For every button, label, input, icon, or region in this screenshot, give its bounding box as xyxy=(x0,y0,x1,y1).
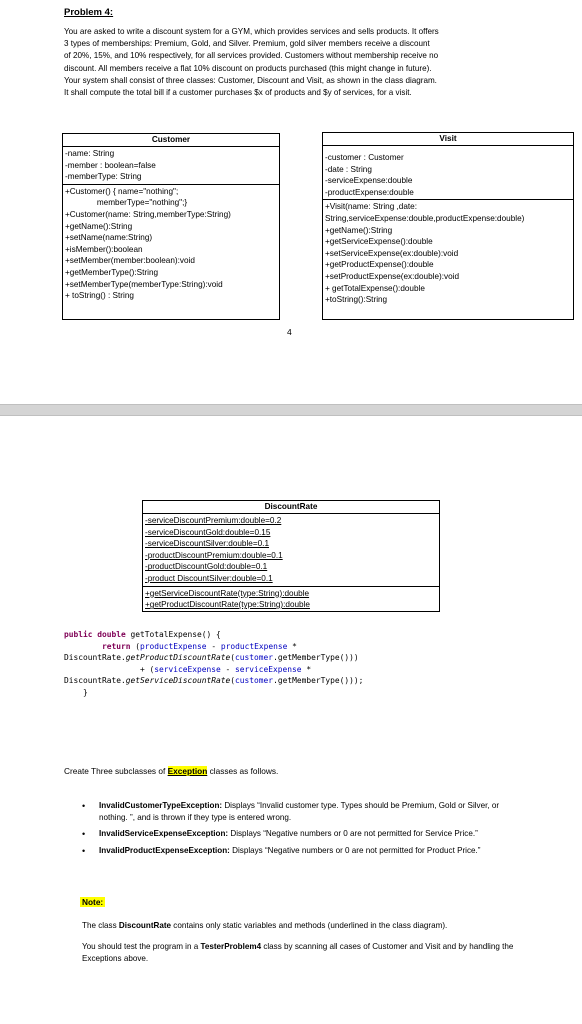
customer-method: + toString() : String xyxy=(65,291,134,301)
discountrate-attributes xyxy=(143,514,439,586)
code-line xyxy=(64,629,363,641)
note-text: contains only static variables and methods (underlined in the class diagram). xyxy=(171,921,448,930)
exceptions-intro-text: Create Three subclasses of xyxy=(64,766,168,776)
code-field: productExpense xyxy=(220,641,288,651)
customer-method: +setName(name:String) xyxy=(65,233,153,243)
visit-method: +getProductExpense():double xyxy=(325,260,434,270)
visit-class-box xyxy=(322,132,574,320)
page-number: 4 xyxy=(287,327,292,337)
note-bold: TesterProblem4 xyxy=(200,942,262,951)
customer-method: +Customer(name: String,memberType:String) xyxy=(65,209,231,219)
code-method: getProductDiscountRate xyxy=(125,653,231,663)
discountrate-method: +getServiceDiscountRate(type:String):double xyxy=(145,588,310,598)
bullet-icon: • xyxy=(82,829,86,840)
note-text: class by scanning all cases of Customer and Visit and by handling the Exceptions above. xyxy=(82,942,514,964)
code-field: productExpense xyxy=(140,641,207,651)
document-page-1 xyxy=(0,0,582,404)
customer-attributes xyxy=(63,147,279,184)
visit-attribute: -serviceExpense:double xyxy=(325,176,413,186)
list-item xyxy=(82,845,522,857)
bullet-icon: • xyxy=(82,845,86,856)
code-text: ( xyxy=(130,641,141,651)
bullet-icon: • xyxy=(82,801,86,811)
customer-method: +getName():String xyxy=(65,221,133,231)
code-keyword: public double xyxy=(64,630,126,639)
code-text: DiscountRate. xyxy=(64,676,126,686)
customer-attribute: -member : boolean=false xyxy=(65,160,156,170)
exception-description: Displays “Negative numbers or 0 are not permitted for Service Price.” xyxy=(228,829,478,839)
visit-methods xyxy=(323,199,573,306)
code-line xyxy=(64,664,363,676)
customer-method: +getMemberType():String xyxy=(65,267,159,277)
code-line xyxy=(64,652,363,664)
customer-class-name: Customer xyxy=(63,134,279,147)
customer-method: +setMemberType(memberType:String):void xyxy=(65,279,223,289)
problem-title: Problem 4: xyxy=(64,7,114,18)
visit-method: +getServiceExpense():double xyxy=(325,237,433,247)
customer-method: +setMember(member:boolean):void xyxy=(65,256,195,266)
visit-attributes xyxy=(323,146,573,199)
customer-method: +Customer() { name="nothing"; xyxy=(65,186,179,196)
code-field: customer xyxy=(235,676,274,686)
intro-line: Your system shall consist of three classes: Customer, Discount and Visit, as shown in the class diagram. xyxy=(64,75,437,85)
code-text: * xyxy=(287,641,297,651)
discountrate-attribute: -serviceDiscountGold:double=0.15 xyxy=(145,527,271,537)
code-snippet xyxy=(64,629,363,699)
code-text: * xyxy=(301,664,312,674)
discountrate-class-name: DiscountRate xyxy=(143,501,439,514)
exception-name: InvalidServiceExpenseException: xyxy=(99,829,229,839)
exception-description: Displays “Invalid customer type. Types should be Premium, Gold or Silver, or nothing. ”, and is thrown if they type is entered wrong. xyxy=(99,801,500,823)
discountrate-attribute: -productDiscountPremium:double=0.1 xyxy=(145,550,283,560)
discountrate-methods xyxy=(143,586,439,612)
code-line xyxy=(64,641,363,653)
exceptions-intro xyxy=(64,766,278,776)
note-text: You should test the program in a xyxy=(82,942,201,951)
visit-attribute: -date : String xyxy=(325,164,372,174)
discountrate-attribute: -productDiscountGold:double=0.1 xyxy=(145,562,268,572)
note-paragraph-2 xyxy=(82,941,522,965)
note-bold: DiscountRate xyxy=(118,921,172,930)
code-text: DiscountRate. xyxy=(64,653,126,663)
list-item xyxy=(82,828,522,840)
discountrate-attribute: -serviceDiscountPremium:double=0.2 xyxy=(145,516,282,525)
exception-description: Displays “Negative numbers or 0 are not permitted for Product Price.” xyxy=(229,845,481,855)
visit-method: +setServiceExpense(ex:double):void xyxy=(325,248,459,258)
discountrate-attribute: -serviceDiscountSilver:double=0.1 xyxy=(145,539,270,549)
intro-line: 3 types of memberships: Premium, Gold, and Silver. Premium, gold silver members receive a discount xyxy=(64,39,430,49)
code-line xyxy=(64,675,363,687)
intro-line: of 20%, 15%, and 10% respectively, for all services provided. Customers without membership receive no xyxy=(64,51,439,61)
code-line: } xyxy=(64,687,88,697)
code-text: .getMemberType())); xyxy=(273,676,364,686)
intro-line: It shall compute the total bill if a customer purchases $x of products and $y of services, for a visit. xyxy=(64,88,412,98)
note-label: Note: xyxy=(82,897,104,907)
code-text: ( xyxy=(230,653,236,663)
visit-method: String,serviceExpense:double,productExpense:double) xyxy=(325,213,525,223)
customer-method: memberType="nothing";} xyxy=(65,198,188,208)
exception-name: InvalidProductExpenseException: xyxy=(99,845,230,855)
exceptions-list xyxy=(82,800,522,861)
customer-attribute: -name: String xyxy=(65,149,115,158)
visit-method: +Visit(name: String ,date: xyxy=(325,202,418,212)
code-indent xyxy=(64,642,102,651)
code-field: serviceExpense xyxy=(235,664,302,674)
code-text: - xyxy=(206,641,221,651)
code-method: getServiceDiscountRate xyxy=(125,676,231,686)
visit-method: +setProductExpense(ex:double):void xyxy=(325,271,460,281)
visit-method: +getName():String xyxy=(325,225,393,235)
code-text: .getMemberType())) xyxy=(273,653,359,663)
list-item xyxy=(82,800,522,824)
visit-method: +toString():String xyxy=(325,295,388,305)
customer-method: +isMember():boolean xyxy=(65,244,143,254)
code-keyword: return xyxy=(102,641,131,651)
exception-name: InvalidCustomerTypeException: xyxy=(99,801,223,810)
customer-attribute: -memberType: String xyxy=(65,172,142,182)
discountrate-class-box xyxy=(142,500,440,612)
code-text: getTotalExpense() { xyxy=(125,630,221,639)
note-paragraph-1 xyxy=(82,920,522,932)
note-text: The class xyxy=(82,921,119,930)
visit-class-name: Visit xyxy=(323,133,573,146)
code-text: - xyxy=(220,664,236,674)
code-field: customer xyxy=(235,653,274,663)
visit-method: + getTotalExpense():double xyxy=(325,283,425,293)
visit-attribute: -customer : Customer xyxy=(325,153,404,162)
customer-methods xyxy=(63,184,279,303)
intro-line: You are asked to write a discount system for a GYM, which provides services and sells products. It offers xyxy=(64,27,439,36)
discountrate-method: +getProductDiscountRate(type:String):double xyxy=(145,600,310,610)
discountrate-attribute: -product DiscountSilver:double=0.1 xyxy=(145,573,273,583)
problem-intro xyxy=(64,26,524,99)
code-field: serviceExpense xyxy=(154,664,221,674)
code-text: + ( xyxy=(64,664,155,674)
exceptions-intro-text: classes as follows. xyxy=(207,766,279,776)
exception-highlight: Exception xyxy=(167,766,208,776)
customer-class-box xyxy=(62,133,280,320)
code-text: ( xyxy=(230,676,236,686)
page-separator xyxy=(0,404,582,416)
visit-attribute: -productExpense:double xyxy=(325,187,414,197)
intro-line: discount. All members receive a flat 10% discount on products purchased (this might change in future). xyxy=(64,63,432,73)
